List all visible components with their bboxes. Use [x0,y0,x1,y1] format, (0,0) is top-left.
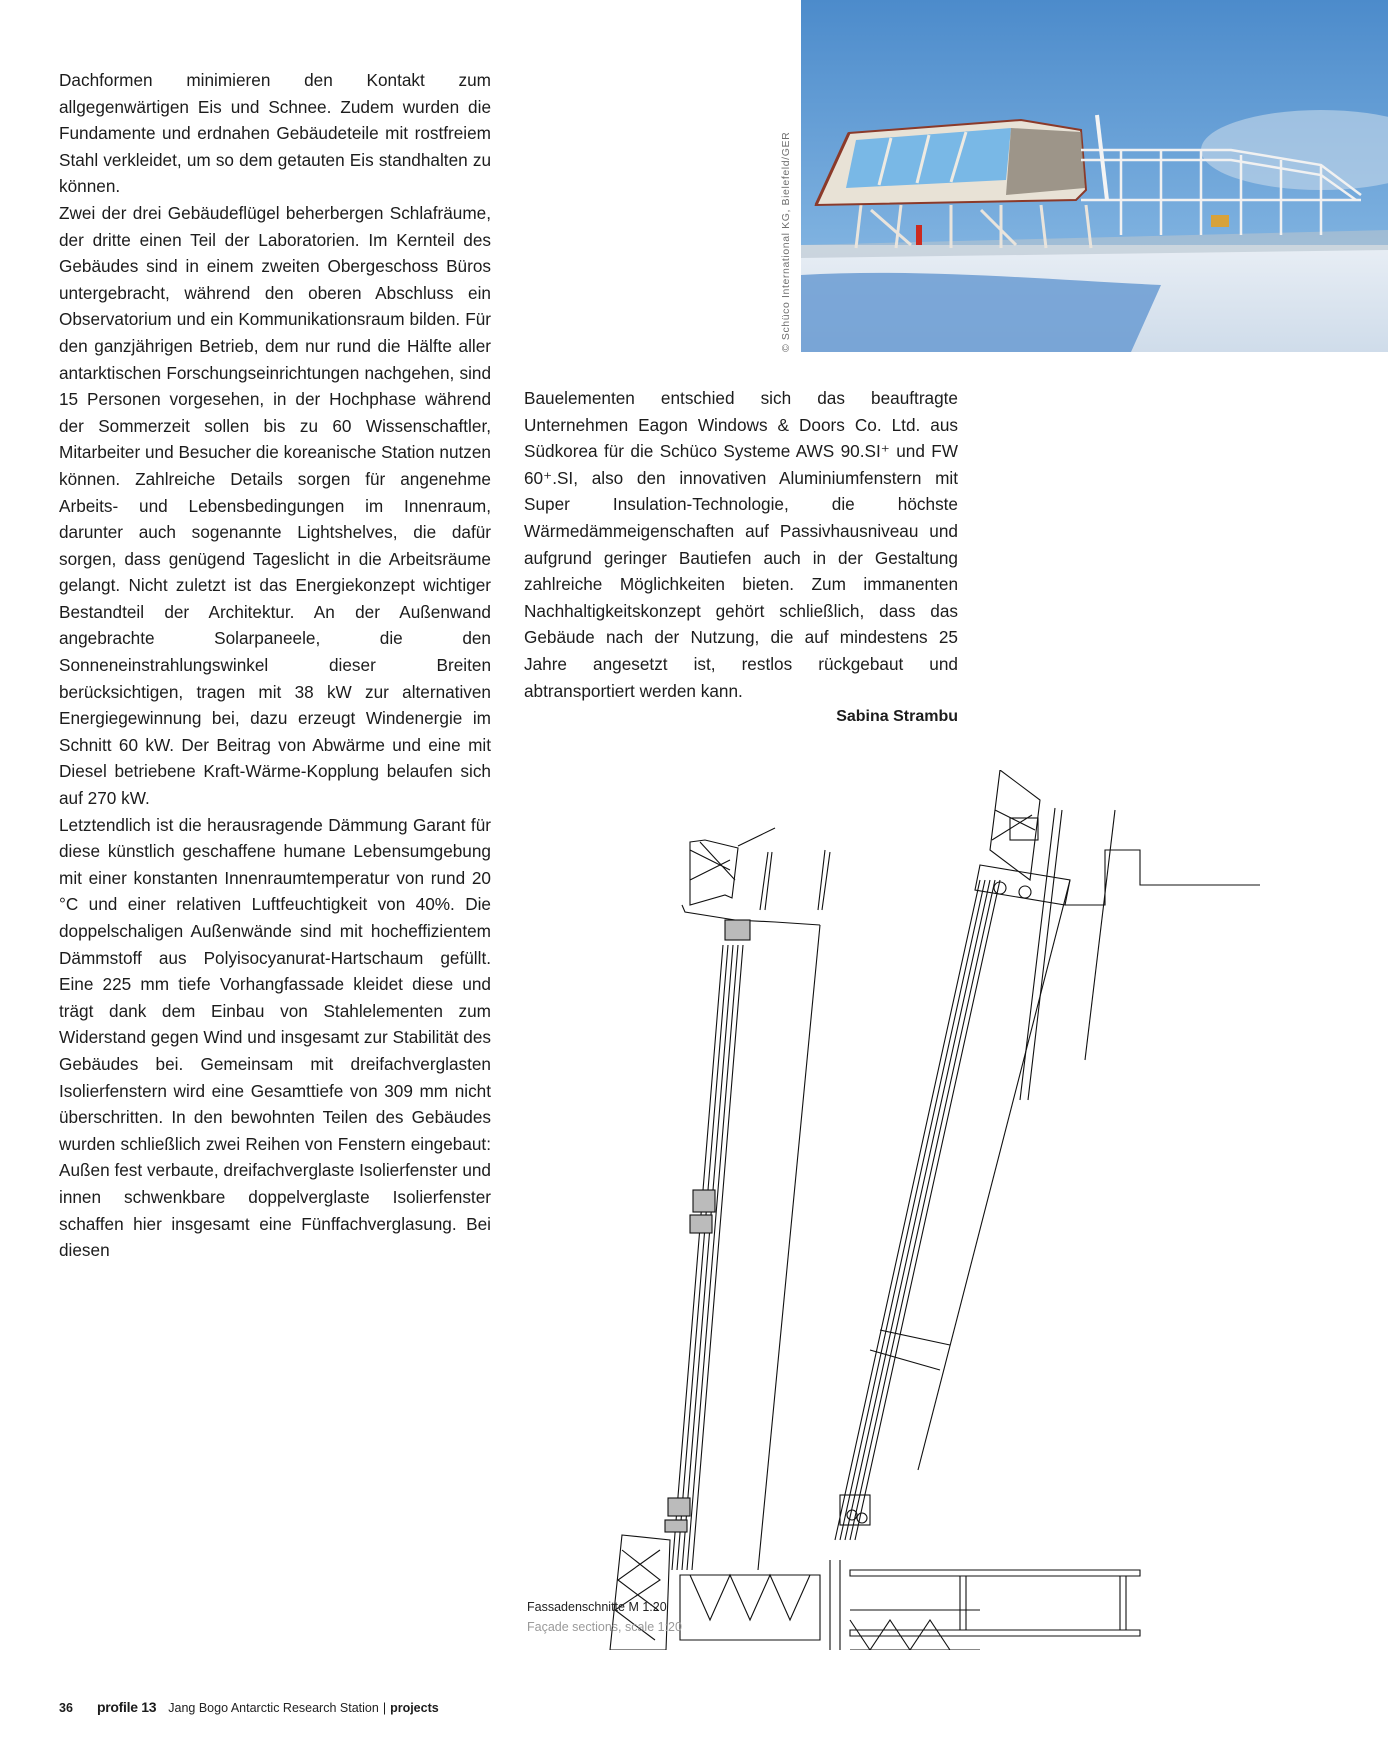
station-photo [801,0,1388,352]
article-left-column [59,67,491,1264]
article-title: Jang Bogo Antarctic Research Station [168,1701,379,1715]
left-section [610,828,830,1650]
paragraph: Dachformen minimieren den Kontakt zum allgegenwärtigen Eis und Schnee. Zudem wurden die Fundamente und erdnahen Gebäudeteile mit rostfreiem Stahl verkleidet, um so dem getauten Eis standhalten zu können. [59,70,491,197]
paragraph: Zwei der drei Gebäudeflügel beherbergen Schlafräume, der dritte einen Teil der Laboratorien. Im Kernteil des Gebäudes sind in einem zweiten Obergeschoss Büros untergebracht, während den oberen Abschluss ein Observatorium und ein Kommunikationsraum bilden. Für den ganzjährigen Betrieb, dem nur rund die Hälfte aller antarktischen Forschungseinrichtungen nachgehen, sind 15 Personen vorgesehen, in der Hochphase während der Sommerzeit sollen bis zu 60 Wissenschaftler, Mitarbeiter und Besucher die koreanische Station nutzen können. Zahlreiche Details sorgen für angenehme Arbeits- und Lebensbedingungen im Innenraum, darunter auch sogenannte Lightshelves, die dafür sorgen, dass genügend Tageslicht in die Arbeitsräume gelangt. Nicht zuletzt ist das Energiekonzept wichtiger Bestandteil der Architektur. An der Außenwand angebrachte Solarpaneele, die den Sonneneinstrahlungswinkel dieser Breiten berücksichtigen, tragen mit 38 kW zur alternativen Energiegewinnung bei, dazu erzeugt Windenergie im Schnitt 60 kW. Der Beitrag von Abwärme und eine mit Diesel betriebene Kraft-Wärme-Kopplung belaufen sich auf 270 kW. [59,202,491,809]
page-number: 36 [59,1701,73,1715]
figure-caption [527,1597,682,1637]
magazine-logo [97,1699,156,1715]
caption-german: Fassadenschnitte M 1:20 [527,1600,667,1614]
paragraph: Bauelementen entschied sich das beauftragte Unternehmen Eagon Windows & Doors Co. Ltd. aus Südkorea für die Schüco Systeme AWS 90.SI⁺ und FW 60⁺.SI, also den innovativen Aluminiumfenstern mit Super Insulation-Technologie, die höchste Wärmedämmeigenschaften auf Passivhausniveau und aufgrund geringer Bautiefen auch in der Gestaltung zahlreiche Möglichkeiten bieten. Zum immanenten Nachhaltigkeitskonzept gehört schließlich, dass das Gebäude nach der Nutzung, die auf mindestens 25 Jahre angesetzt ist, restlos rückgebaut und abtransportiert werden kann. [524,388,958,701]
right-section [640,770,1260,1650]
facade-section-drawing [600,770,1300,1650]
caption-english: Façade sections, scale 1:20 [527,1620,682,1634]
section-name: projects [390,1701,439,1715]
author-name: Sabina Strambu [836,708,958,726]
page-footer [59,1699,439,1715]
footer-separator: | [382,1701,387,1715]
photo-credit: © Schüco International KG, Bielefeld/GER [780,131,792,352]
issue-number: 13 [141,1699,157,1715]
article-right-column [524,385,958,731]
paragraph: Letztendlich ist die herausragende Dämmung Garant für diese künstlich geschaffene humane Lebensumgebung mit einer konstanten Innenraumtemperatur von rund 20 °C und einer relativen Luftfeuchtigkeit von 40%. Die doppelschaligen Außenwände sind mit hocheffizientem Dämmstoff aus Polyisocyanurat-Hartschaum gefüllt. Eine 225 mm tiefe Vorhangfassade kleidet diese und trägt dank dem Einbau von Stahlelementen zum Widerstand gegen Wind und insgesamt zur Stabilität des Gebäudes bei. Gemeinsam mit dreifachverglasten Isolierfenstern wird eine Gesamttiefe von 309 mm nicht überschritten. In den bewohnten Teilen des Gebäudes wurden schließlich zwei Reihen von Fenstern eingebaut: Außen fest verbaute, dreifachverglaste Isolierfenster und innen schwenkbare doppelverglaste Isolierfenster schaffen hier insgesamt eine Fünffachverglasung. Bei diesen [59,814,491,1261]
magazine-name: profile [97,1699,138,1715]
